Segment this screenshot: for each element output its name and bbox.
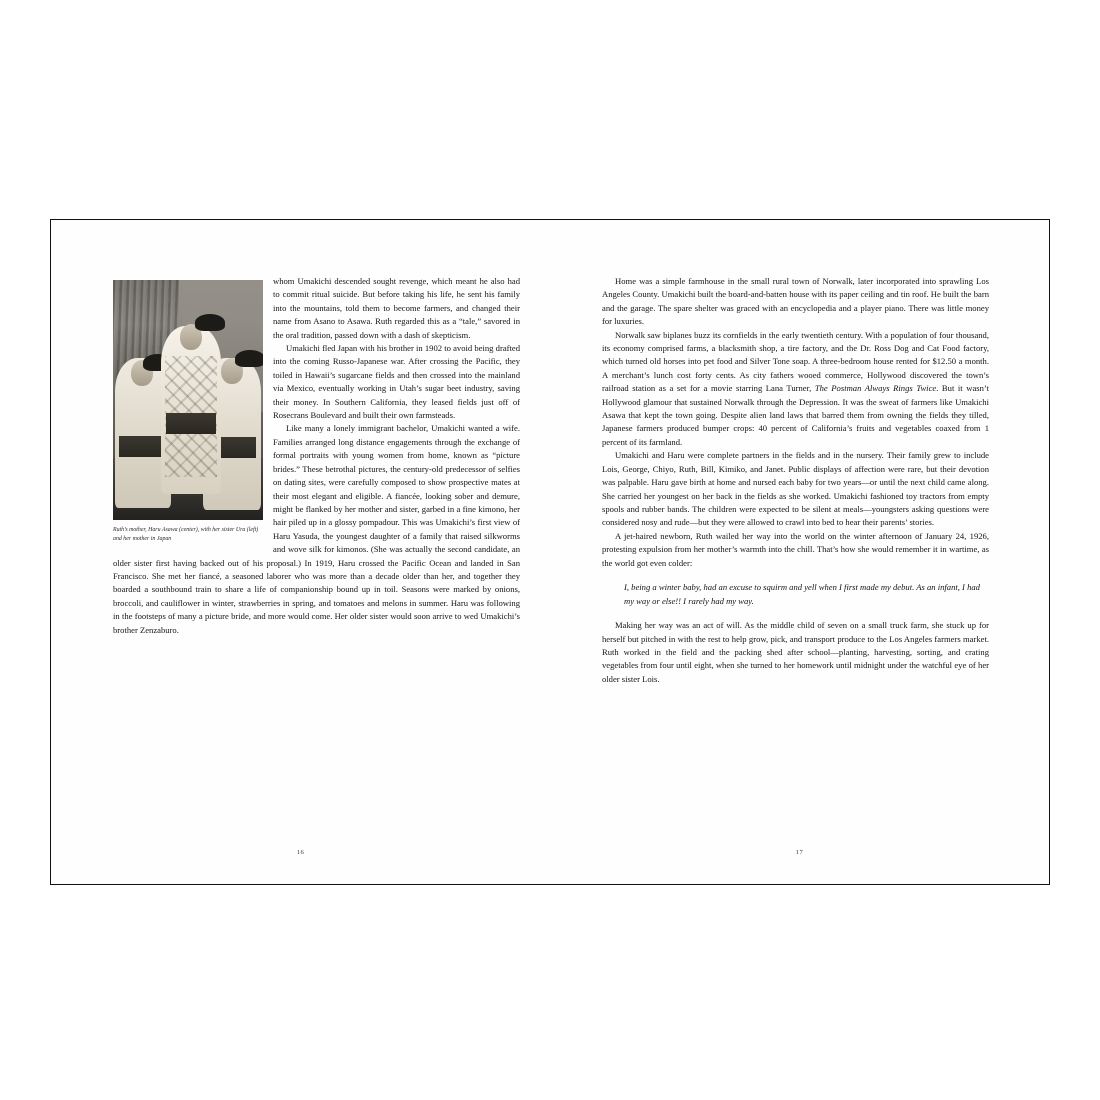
paragraph: A jet-haired newborn, Ruth wailed her way into the world on the winter afternoon of January 24, 1926, protesting expulsion from her mother’s warmth into the chill. That’s how she would remember it in wartime, as the world got even colder:	[602, 530, 989, 568]
paragraph: Norwalk saw biplanes buzz its cornfields in the early twentieth century. With a population of four thousand, its economy comprised farms, a blacksmith shop, a tire factory, and the Dr. Ross Dog and Cat Food factory, which turned old horses into pet food and Silver Tone soap. A three-bedroom house rented for $12.50 a month. A merchant’s lunch cost forty cents. As city fathers wooed commerce, Hollywood discovered the town’s railroad station as a set for a movie starring Lana Turner, The Postman Always Rings Twice. But it wasn’t Hollywood glamour that sustained Norwalk through the Depression. It was the sweat of farmers like Umakichi Asawa that kept the town going. Despite alien land laws that barred them from owning the fields they tilled, Japanese farmers produced bumper crops: 40 percent of California’s fruits and vegetables coaxed from 1 percent of its farmland.	[602, 329, 989, 447]
page-number-left: 16	[296, 849, 305, 856]
paragraph: Umakichi and Haru were complete partners in the fields and in the nursery. Their family grew to include Lois, George, Chiyo, Ruth, Bill, Kimiko, and Janet. Public displays of affection were rare, but their devotion was palpable. Haru gave birth at home and nursed each baby for two years—or until the next child came along. She carried her youngest on her back in the fields as she worked. Umakichi fashioned toy tractors from empty spools and rubber bands. The children were expected to be silent at meals—youngsters asking questions were considered nosy and rude—but they were allowed to crawl into bed to hear their parents’ stories.	[602, 450, 989, 528]
photo-obi-left	[119, 436, 166, 457]
photo-head-right	[221, 358, 243, 384]
left-page-text-column	[113, 275, 520, 637]
photo-three-women	[113, 280, 263, 520]
photo-figure-center	[161, 326, 221, 494]
paragraph: Home was a simple farmhouse in the small rural town of Norwalk, later incorporated into sprawling Los Angeles County. Umakichi built the board-and-batten house with its paper ceiling and tin roof. He built the barn and the garage. The spare shelter was graced with an encyclopedia and a player piano. There was little money for luxuries.	[602, 276, 989, 327]
paragraph: Making her way was an act of will. As the middle child of seven on a small truck farm, she stuck up for herself but pitched in with the rest to help grow, pick, and transport produce to the Los Angeles farmers market. Ruth worked in the field and the packing shed after school—planting, harvesting, sorting, and crating vegetables from four until eight, when she turned to her homework until midnight under the watchful eye of her older sister Lois.	[602, 620, 989, 684]
paragraph: Like many a lonely immigrant bachelor, Umakichi wanted a wife. Families arranged long distance engagements through the exchange of formal portraits with young women from home, known as “picture brides.” These betrothal pictures, the century-old predecessor of selfies on dating sites, were carefully composed to show prospective mates at their most elegant and eligible. A fiancée, looking sober and demure, might be flanked by her mother and sister, garbed in a fine kimono, her hair piled up in a glossy pompadour. This was Umakichi’s first view of Haru Yasuda, the youngest daughter of a family that raised silkworms and wove silk for kimonos. (She was actually the second candidate, an older sister first having backed out of his proposal.) In 1919, Haru crossed the Pacific Ocean and landed in San Francisco. She met her fiancé, a seasoned laborer who was more than a decade older than her, and together they boarded a southbound train to share a life of companionship bound up in toil. Seasons were marked by onions, broccoli, and cauliflower in winter, strawberries in spring, and tomatoes and melons in summer. Haru was following in the footsteps of many a picture bride, and more would come. Her older sister would soon arrive to wed Umakichi’s brother Zenzaburo.	[113, 423, 520, 635]
right-page	[550, 220, 1049, 884]
block-quote: I, being a winter baby, had an excuse to squirm and yell when I first made my debut. As an infant, I had my way or else!! I rarely had my way.	[624, 581, 980, 606]
photo-obi-center	[166, 413, 216, 434]
left-page	[51, 220, 550, 884]
right-page-text-column	[602, 275, 989, 686]
photo-hair-center	[195, 314, 225, 331]
figure-caption: Ruth’s mother, Haru Asawa (center), with her sister Ura (left) and her mother in Japan	[113, 527, 259, 542]
figure-photograph	[113, 280, 263, 543]
photo-head-center	[180, 324, 202, 350]
book-spread	[50, 219, 1050, 885]
paragraph: Umakichi fled Japan with his brother in 1902 to avoid being drafted into the coming Russo-Japanese war. After crossing the Pacific, they toiled in Hawaii’s sugarcane fields and then crossed into the mainland via Mexico, eventually working in Utah’s sugar beet industry, saving their money. In Southern California, they leased fields just off of Rosecrans Boulevard and built their own farmsteads.	[273, 343, 520, 421]
page-number-right: 17	[795, 849, 804, 856]
photo-head-left	[131, 360, 153, 386]
photo-hair-right	[235, 350, 263, 367]
paragraph: whom Umakichi descended sought revenge, which meant he also had to commit ritual suicide. But before taking his life, he sent his family into the mountains, told them to become farmers, and changed their name from Asano to Asawa. Ruth regarded this as a “tale,” savored in the oral tradition, passed down with a dash of skepticism.	[273, 276, 520, 340]
